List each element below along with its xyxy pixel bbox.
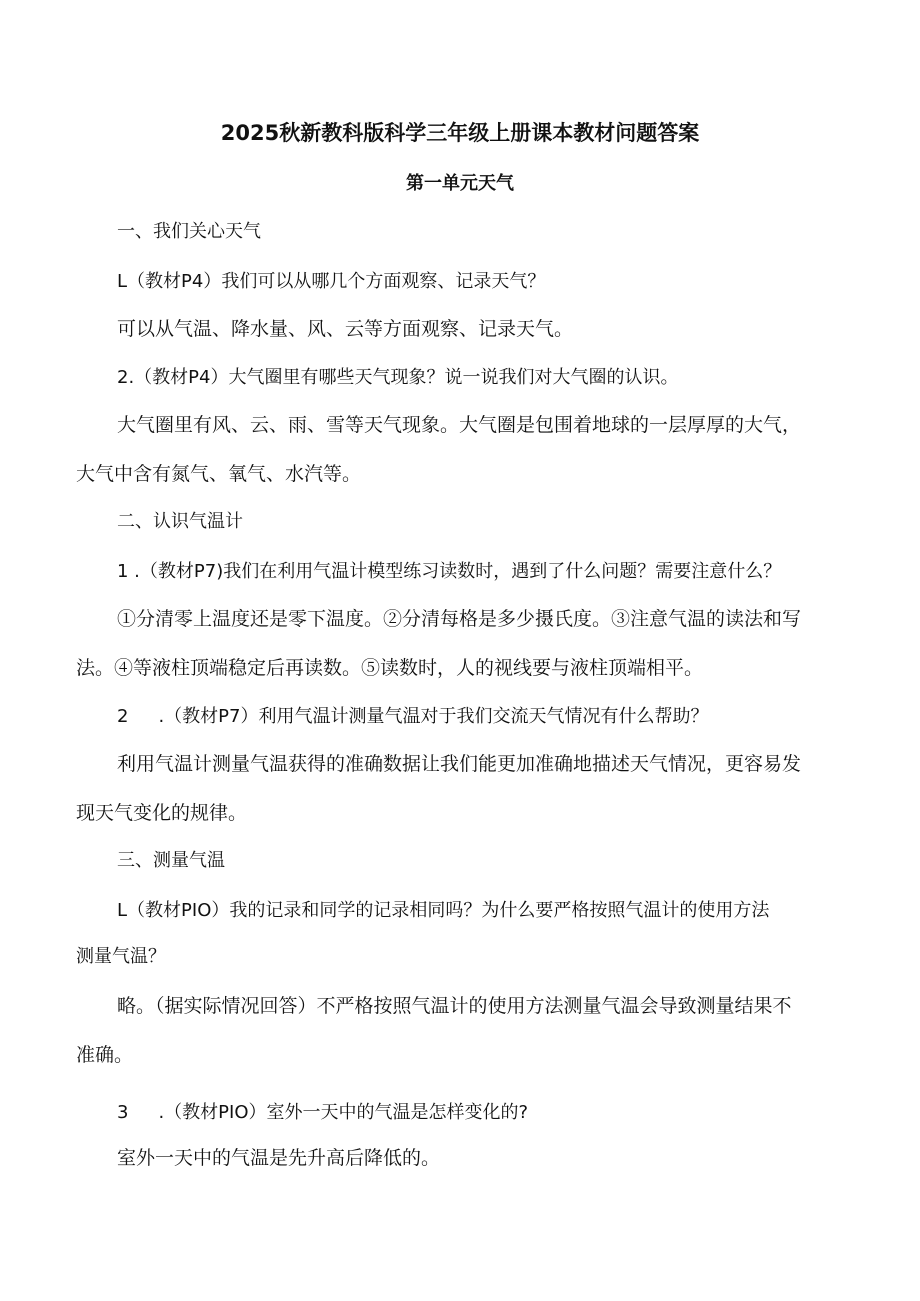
question: L（教材PIO）我的记录和同学的记录相同吗？为什么要严格按照气温计的使用方法 — [117, 900, 770, 921]
document-title: 2025秋新教科版科学三年级上册课本教材问题答案 — [220, 121, 700, 145]
question-continued: 测量气温？ — [76, 946, 166, 967]
answer: ①分清零上温度还是零下温度。②分清每格是多少摄氏度。③注意气温的读法和写 — [117, 608, 802, 630]
answer: 利用气温计测量气温获得的准确数据让我们能更加准确地描述天气情况，更容易发 — [117, 753, 802, 775]
section-heading: 三、测量气温 — [117, 850, 225, 871]
answer: 室外一天中的气温是先升高后降低的。 — [117, 1147, 441, 1169]
question: 2.（教材P4）大气圈里有哪些天气现象？说一说我们对大气圈的认识。 — [117, 367, 679, 388]
answer-continued: 现天气变化的规律。 — [76, 802, 248, 824]
question-number: 2 — [117, 706, 129, 727]
answer-continued: 大气中含有氮气、氧气、水汽等。 — [76, 463, 362, 485]
question-text: .（教材PIO）室外一天中的气温是怎样变化的? — [158, 1102, 529, 1123]
answer: 可以从气温、降水量、风、云等方面观察、记录天气。 — [117, 318, 574, 340]
answer: 略。（据实际情况回答）不严格按照气温计的使用方法测量气温会导致测量结果不 — [117, 995, 792, 1017]
section-heading: 二、认识气温计 — [117, 511, 243, 532]
answer-continued: 法。④等液柱顶端稳定后再读数。⑤读数时，人的视线要与液柱顶端相平。 — [76, 657, 704, 679]
unit-title: 第一单元天气 — [406, 173, 514, 194]
question — [117, 1101, 528, 1125]
section-heading: 一、我们关心天气 — [117, 221, 261, 242]
question: L（教材P4）我们可以从哪几个方面观察、记录天气？ — [117, 271, 546, 292]
question: 1 .（教材P7)我们在利用气温计模型练习读数时，遇到了什么问题？需要注意什么？ — [117, 561, 782, 582]
question-number: 3 — [117, 1102, 129, 1123]
answer: 大气圈里有风、云、雨、雪等天气现象。大气圈是包围着地球的一层厚厚的大气， — [117, 414, 802, 436]
question — [117, 705, 708, 729]
answer-continued: 准确。 — [76, 1044, 134, 1066]
question-text: .（教材P7）利用气温计测量气温对于我们交流天气情况有什么帮助？ — [158, 706, 709, 727]
